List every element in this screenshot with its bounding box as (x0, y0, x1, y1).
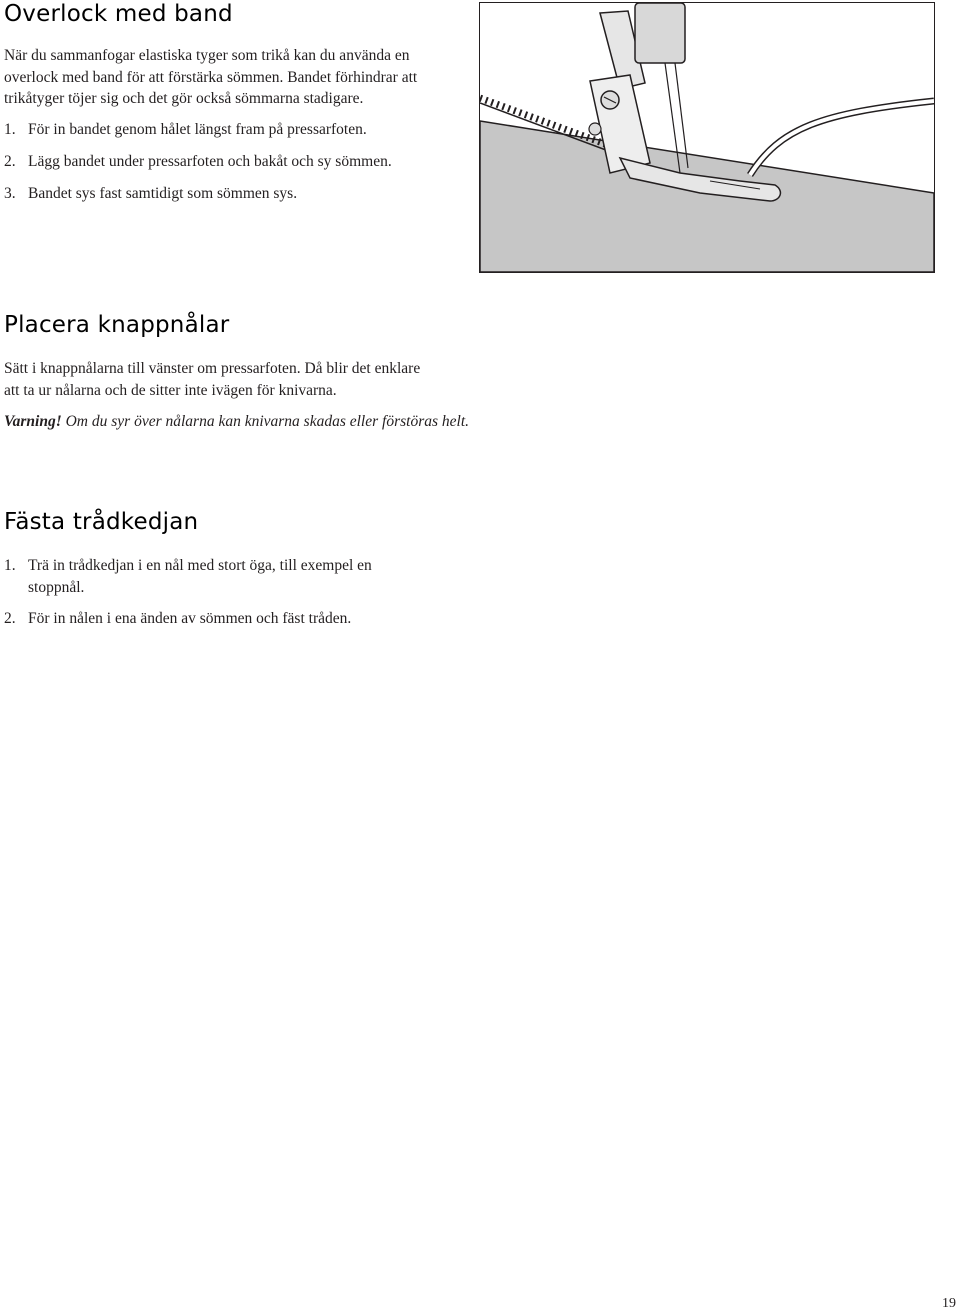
warning-label: Varning! (4, 413, 62, 430)
presser-foot-illustration (479, 2, 935, 273)
step-text: För in nålen i ena änden av sömmen och fäst tråden. (28, 610, 352, 627)
thread-chain-step-1 (4, 555, 424, 598)
step-text: Lägg bandet under pressarfoten och bakåt och sy sömmen. (28, 153, 392, 170)
fabric-shape (480, 121, 934, 272)
section-title-thread-chain: Fästa trådkedjan (4, 509, 199, 535)
presser-foot-drawing (480, 3, 934, 272)
needle-clamp (635, 3, 685, 63)
step-number: 2. (4, 153, 16, 170)
foot-pin (589, 123, 601, 135)
tape-outline (750, 101, 934, 175)
step-number: 2. (4, 610, 16, 627)
warning-text: Om du syr över nålarna kan knivarna skadas eller förstöras helt. (61, 413, 470, 430)
step-text: Bandet sys fast samtidigt som sömmen sys. (28, 185, 298, 202)
overlock-step-1 (4, 119, 367, 141)
overlock-step-3 (4, 183, 297, 205)
step-number: 3. (4, 185, 16, 202)
step-number: 1. (4, 557, 16, 574)
thread-chain-step-2 (4, 608, 351, 630)
pins-warning (4, 411, 474, 433)
step-text: Trä in trådkedjan i en nål med stort öga, till exempel en stoppnål. (28, 557, 372, 596)
pins-body: Sätt i knappnålarna till vänster om pressarfoten. Då blir det enklare att ta ur nålarna och de sitter inte ivägen för knivarna. (4, 360, 421, 399)
section-title-pins: Placera knappnålar (4, 312, 230, 338)
page-number: 19 (942, 1296, 956, 1311)
step-text: För in bandet genom hålet längst fram på pressarfoten. (28, 121, 367, 138)
step-number: 1. (4, 121, 16, 138)
overlock-intro: När du sammanfogar elastiska tyger som trikå kan du använda en overlock med band för att förstärka sömmen. Bandet förhindrar att trikåtyger töjer sig och det gör också sömmarna stadigare. (4, 47, 418, 107)
section-title-overlock: Overlock med band (4, 1, 233, 27)
overlock-step-2 (4, 151, 392, 173)
